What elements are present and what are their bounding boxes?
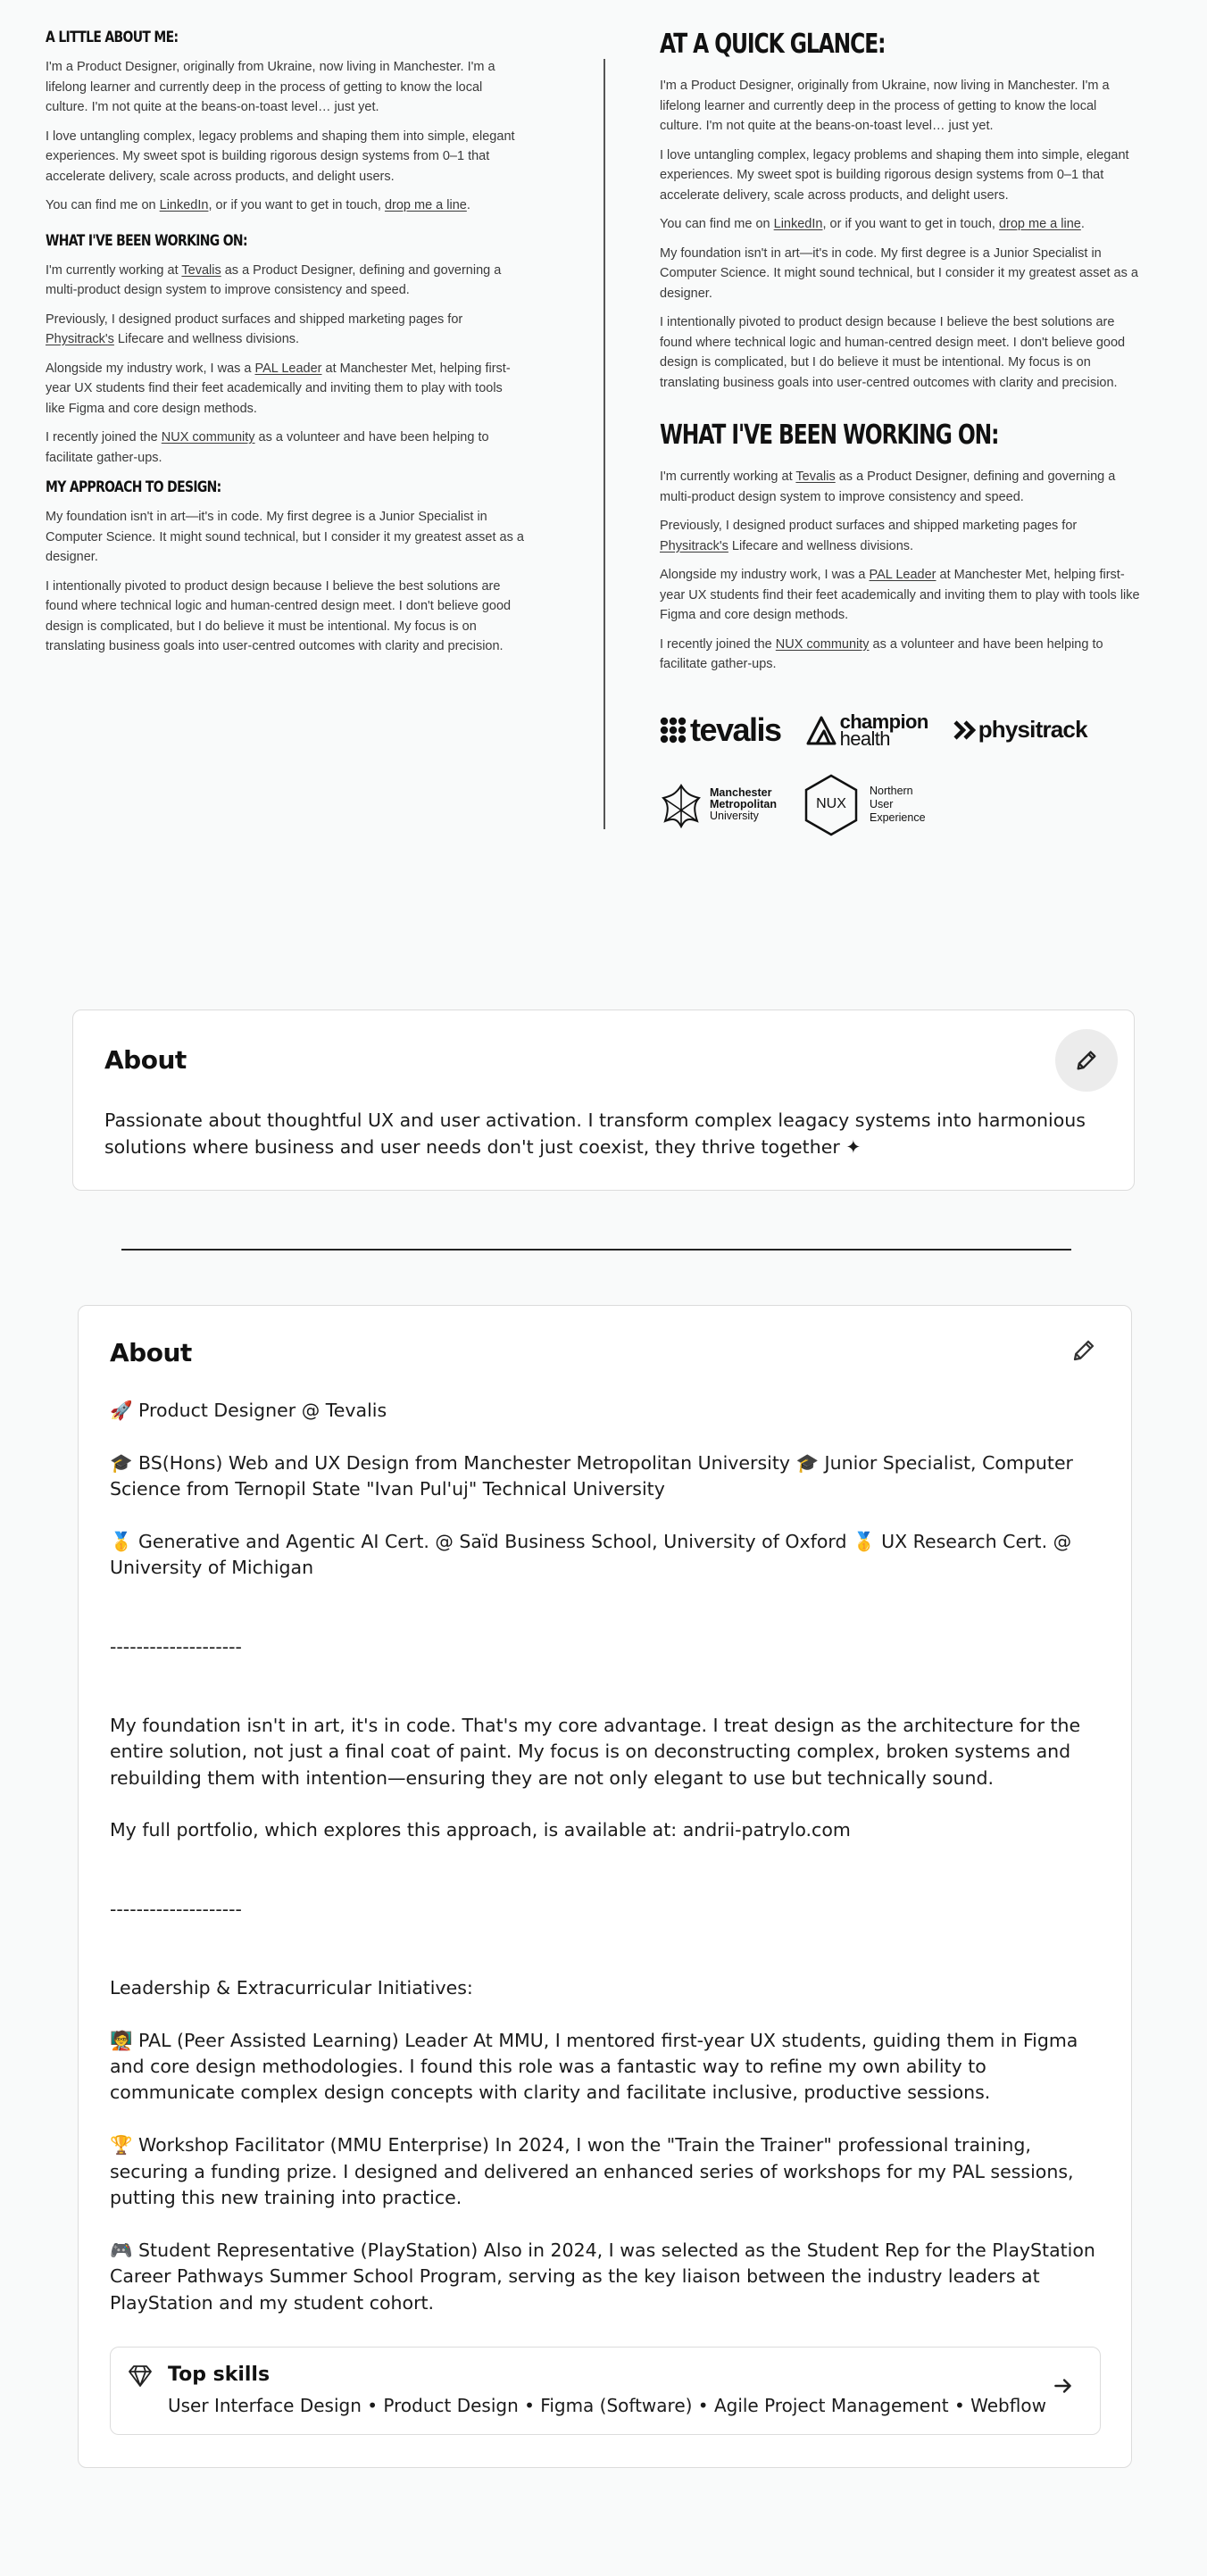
nux-hexagon — [803, 774, 859, 836]
contact-text: , or if you want to get in touch, — [822, 217, 999, 231]
about-paragraph-2: I love untangling complex, legacy problems and shaping them into simple, elegant experiences. My sweet spot is building rigorous design systems from 0–1 that accelerate delivery, scale across products, and delight users. — [46, 129, 515, 184]
right-column — [660, 29, 1142, 855]
work-text: I recently joined the — [660, 636, 776, 652]
drop-line-link[interactable]: drop me a line — [998, 217, 1081, 231]
contact-text: You can find me on — [46, 198, 160, 212]
vertical-divider — [604, 59, 605, 829]
portfolio-line: My full portfolio, which explores this approach, is available at: andrii-patrylo.com — [110, 1819, 851, 1841]
arrow-right-icon[interactable] — [1052, 2374, 1075, 2397]
pal-leader-link[interactable]: PAL Leader — [254, 361, 322, 376]
tevalis-dots-icon — [660, 717, 687, 744]
linkedin-link[interactable]: LinkedIn — [773, 217, 823, 231]
separator-text: -------------------- — [110, 1635, 242, 1658]
glance-work-paragraph-3 — [660, 565, 1142, 626]
certifications-line: 🥇 Generative and Agentic AI Cert. @ Saïd Business School, University of Oxford 🥇 UX Research Cert. @ University of Michigan — [110, 1531, 1072, 1579]
approach-heading: MY APPROACH TO DESIGN: — [46, 478, 221, 496]
spacer — [110, 1608, 1101, 1633]
workshop-paragraph: 🏆 Workshop Facilitator (MMU Enterprise) In 2024, I won the "Train the Trainer" professional training, securing a funding prize. I designed and delivered an enhanced series of workshops for my PAL sessions, putting this new training into practice. — [110, 2134, 1074, 2208]
nux-word: User — [870, 798, 894, 810]
top-skills-row[interactable] — [110, 2347, 1101, 2435]
contact-text: . — [466, 198, 470, 212]
work-text: at Manchester Met, helping first-year UX students find their feet academically and inviting them to play with tools like Figma and core design methods. — [660, 568, 1140, 622]
glance-paragraph-2: I love untangling complex, legacy problems and shaping them into simple, elegant experiences. My sweet spot is building rigorous design systems from 0–1 that accelerate delivery, scale across products, and delight users. — [660, 147, 1129, 203]
work-text: I'm currently working at — [46, 262, 182, 278]
physitrack-chevrons-icon — [953, 720, 977, 740]
work-text: Alongside my industry work, I was a — [660, 568, 870, 582]
pencil-icon — [1074, 1048, 1099, 1073]
approach-paragraph-2: I intentionally pivoted to product design because I believe the best solutions are found where technical logic and human-centred design meet. I don't believe good design is complicated, but I do believe it must be intentional. My focus is on translating business goals into user-centred outcomes with clarity and precision. — [46, 578, 512, 653]
glance-work-paragraph-1 — [660, 467, 1142, 507]
left-column — [46, 29, 524, 666]
playstation-paragraph: 🎮 Student Representative (PlayStation) Also in 2024, I was selected as the Student Rep for the PlayStation Career Pathways Summer School Program, serving as the key liaison between the industry leaders at PlayStation and my student cohort. — [110, 2239, 1095, 2314]
nux-logo — [803, 774, 926, 836]
spacer — [110, 1870, 1101, 1896]
champion-word: champion — [839, 710, 928, 733]
about-summary: Passionate about thoughtful UX and user activation. I transform complex leagacy systems into harmonious solutions where business and user needs don't just coexist, they thrive together ✦ — [104, 1109, 1086, 1158]
tevalis-wordmark: tevalis — [690, 710, 781, 748]
skills-title: Top skills — [168, 2364, 271, 2386]
champion-health-logo — [806, 710, 928, 750]
spacer — [110, 1686, 1101, 1712]
nux-word: Northern — [870, 785, 913, 797]
separator-text: -------------------- — [110, 1898, 242, 1920]
company-logos — [660, 705, 1142, 839]
nux-mark: NUX — [816, 795, 846, 811]
foundation-paragraph: My foundation isn't in art, it's in code. That's my core advantage. I treat design as the architecture for the entire solution, not just a final coat of paint. My focus is on deconstructing complex, broken systems and rebuilding them with intention—ensuring they are not only elegant to use but technically sound. — [110, 1714, 1081, 1789]
work-text: as a volunteer and have been helping to facilitate gather-ups. — [660, 636, 1103, 671]
leadership-heading: Leadership & Extracurricular Initiatives: — [110, 1976, 473, 1998]
pal-leader-paragraph: 🧑‍🏫 PAL (Peer Assisted Learning) Leader At MMU, I mentored first-year UX students, guiding them in Figma and core design methodologies. I found this role was a fantastic way to refine my own ability to communicate complex design concepts with clarity and facilitate inclusive, productive sessions. — [110, 2029, 1078, 2104]
work-paragraph-2 — [46, 310, 524, 350]
tevalis-link[interactable]: Tevalis — [795, 469, 836, 484]
glance-contact-paragraph — [660, 214, 1142, 235]
work-paragraph-1 — [46, 261, 524, 301]
skills-list: User Interface Design • Product Design • Figma (Software) • Agile Project Management • Webflow — [168, 2395, 1046, 2416]
work-text: I recently joined the — [46, 430, 162, 445]
mmu-word: Manchester — [710, 786, 772, 799]
approach-paragraph-1: My foundation isn't in art—it's in code. My first degree is a Junior Specialist in Computer Science. It might sound technical, but I consider it my greatest asset as a designer. — [46, 510, 524, 564]
champion-wordmark — [839, 710, 928, 750]
working-heading: WHAT I'VE BEEN WORKING ON: — [46, 231, 247, 250]
mmu-word: Metropolitan — [710, 798, 777, 810]
edit-button[interactable] — [1055, 1029, 1118, 1092]
contact-paragraph — [46, 195, 524, 216]
mmu-word: University — [710, 810, 759, 822]
contact-text: . — [1080, 217, 1085, 231]
work-text: as a Product Designer, defining and governing a multi-product design system to improve consistency and speed. — [46, 262, 502, 297]
physitrack-wordmark: physitrack — [978, 716, 1087, 743]
about-body — [110, 1398, 1101, 2342]
work-text: I'm currently working at — [660, 469, 796, 484]
work-text: at Manchester Met, helping first-year UX students find their feet academically and inviting them to play with tools like Figma and core design methods. — [46, 361, 511, 416]
about-heading: A LITTLE ABOUT ME: — [46, 29, 179, 46]
card-title: About — [104, 1045, 187, 1075]
drop-line-link[interactable]: drop me a line — [384, 198, 467, 212]
horizontal-divider — [121, 1249, 1071, 1251]
physitrack-logo — [953, 716, 1087, 744]
spacer — [110, 1949, 1101, 1974]
mmu-knot-icon — [660, 782, 703, 828]
mmu-logo — [660, 782, 777, 828]
glance-work-paragraph-2 — [660, 516, 1142, 556]
card-title: About — [110, 1338, 192, 1367]
about-paragraph-1: I'm a Product Designer, originally from Ukraine, now living in Manchester. I'm a lifelong learner and currently deep in the process of getting to know the local culture. I'm not quite at the beans-on-toast level… just yet. — [46, 60, 495, 114]
linkedin-link[interactable]: LinkedIn — [159, 198, 209, 212]
work-text: as a Product Designer, defining and governing a multi-product design system to improve consistency and speed. — [660, 469, 1116, 504]
glance-paragraph-1: I'm a Product Designer, originally from Ukraine, now living in Manchester. I'm a lifelong learner and currently deep in the process of getting to know the local culture. I'm not quite at the beans-on-toast level… just yet. — [660, 79, 1110, 133]
physitrack-link[interactable]: Physitrack's — [46, 332, 114, 346]
champion-mountain-icon — [806, 715, 837, 745]
role-line: 🚀 Product Designer @ Tevalis — [110, 1400, 387, 1421]
work-text: Previously, I designed product surfaces and shipped marketing pages for — [46, 312, 463, 327]
about-card-full — [78, 1305, 1132, 2468]
nux-word: Experience — [870, 811, 926, 824]
mmu-wordmark — [710, 787, 777, 822]
pal-leader-link[interactable]: PAL Leader — [869, 568, 936, 582]
edit-button[interactable] — [1068, 1334, 1100, 1367]
health-word: health — [839, 727, 890, 750]
nux-link[interactable]: NUX community — [161, 430, 255, 445]
work-text: Alongside my industry work, I was a — [46, 361, 255, 376]
glance-paragraph-4: My foundation isn't in art—it's in code. My first degree is a Junior Specialist in Computer Science. It might sound technical, but I consider it my greatest asset as a designer. — [660, 245, 1138, 301]
glance-work-paragraph-4 — [660, 635, 1142, 675]
diamond-icon — [127, 2364, 154, 2389]
pencil-icon — [1070, 1337, 1097, 1364]
nux-wordmark — [870, 785, 926, 825]
about-card-short — [72, 1010, 1135, 1191]
work-text: Lifecare and wellness divisions. — [113, 332, 300, 346]
physitrack-link[interactable]: Physitrack's — [660, 538, 728, 553]
glance-heading: AT A QUICK GLANCE: — [660, 29, 886, 60]
contact-text: You can find me on — [660, 217, 774, 231]
tevalis-link[interactable]: Tevalis — [181, 262, 221, 278]
contact-text: , or if you want to get in touch, — [208, 198, 385, 212]
work-text: Previously, I designed product surfaces and shipped marketing pages for — [660, 519, 1078, 533]
glance-working-heading: WHAT I'VE BEEN WORKING ON: — [660, 420, 999, 451]
work-text: Lifecare and wellness divisions. — [728, 538, 914, 553]
work-text: as a volunteer and have been helping to facilitate gather-ups. — [46, 430, 489, 465]
tevalis-logo — [660, 711, 781, 749]
education-line: 🎓 BS(Hons) Web and UX Design from Manchester Metropolitan University 🎓 Junior Specialist, Computer Science from Ternopil State "Ivan Pul'uj" Technical University — [110, 1451, 1073, 1500]
work-paragraph-4 — [46, 428, 524, 468]
work-paragraph-3 — [46, 359, 524, 420]
glance-paragraph-5: I intentionally pivoted to product design because I believe the best solutions are found where technical logic and human-centred design meet. I don't believe good design is complicated, but I do believe it must be intentional. My focus is on translating business goals into user-centred outcomes with clarity and precision. — [660, 315, 1126, 390]
nux-link[interactable]: NUX community — [775, 636, 870, 652]
